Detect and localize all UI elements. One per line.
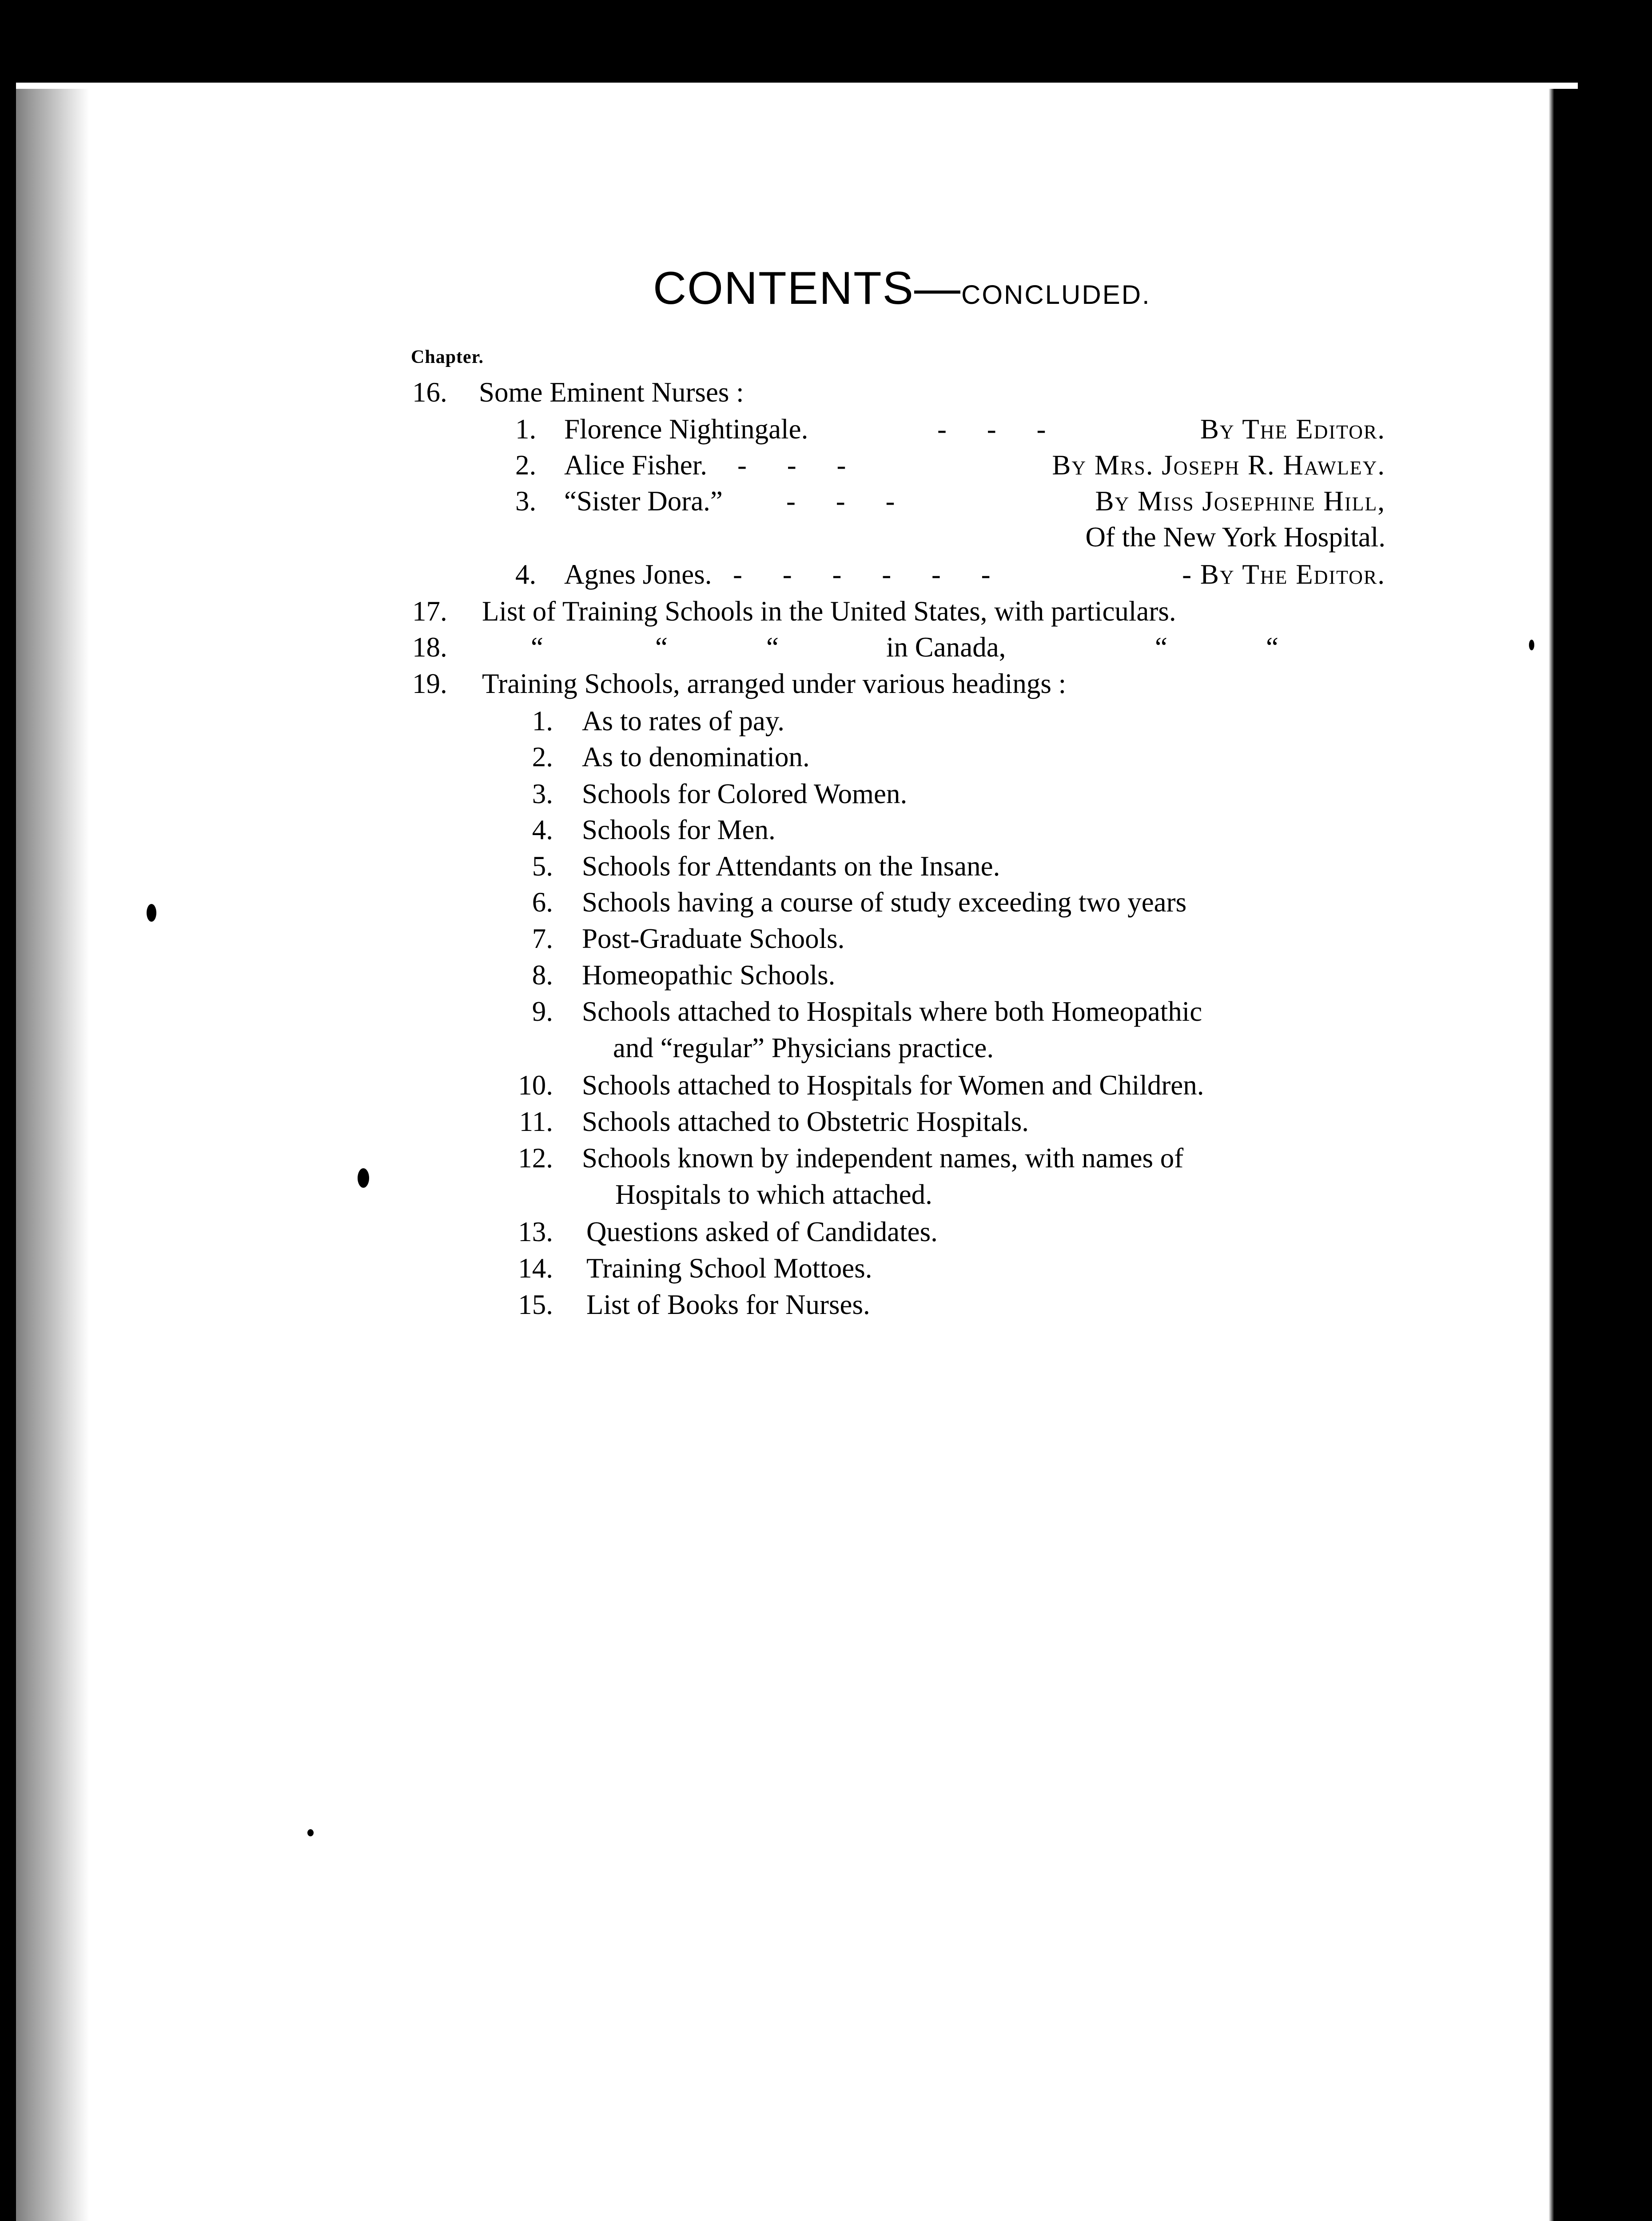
- sub-item-author: By Miss Josephine Hill,: [1095, 486, 1385, 517]
- sub-item-number: 6.: [532, 887, 553, 918]
- sub-item-number: 3.: [515, 486, 537, 517]
- sub-item-text: Schools attached to Obstetric Hospitals.: [582, 1106, 1029, 1137]
- sub-item-number: 9.: [532, 996, 553, 1027]
- dot-leader: - - -: [737, 450, 847, 481]
- ditto-mark: “: [1266, 632, 1278, 663]
- chapter-title: Training Schools, arranged under various headings :: [482, 668, 1067, 699]
- sub-item-author: - By The Editor.: [1182, 559, 1385, 590]
- sub-item-text: Schools for Attendants on the Insane.: [582, 851, 1000, 882]
- chapter-number: 16.: [412, 377, 447, 408]
- sub-item-title: Alice Fisher.: [564, 450, 707, 481]
- sub-item-text: As to rates of pay.: [582, 705, 785, 736]
- sub-item-text-continued: Hospitals to which attached.: [615, 1179, 932, 1210]
- sub-item-text: List of Books for Nurses.: [586, 1289, 870, 1320]
- sub-item-text: Schools attached to Hospitals where both Homeopathic: [582, 996, 1202, 1027]
- ditto-mark: “: [766, 632, 779, 663]
- sub-item-number: 8.: [532, 959, 553, 991]
- sub-item-number: 1.: [515, 414, 537, 445]
- sub-item-number: 10.: [518, 1070, 553, 1101]
- sub-item-number: 5.: [532, 851, 553, 882]
- sub-item-text: As to denomination.: [582, 741, 810, 772]
- heading-main: CONTENTS: [653, 263, 914, 314]
- dot-leader: - - - - - -: [733, 559, 991, 590]
- sub-item-title: “Sister Dora.”: [564, 486, 723, 517]
- sub-item-number: 1.: [532, 705, 553, 736]
- sub-item-text: Homeopathic Schools.: [582, 959, 836, 991]
- chapter-number: 17.: [412, 596, 447, 627]
- heading-suffix: CONCLUDED.: [961, 280, 1151, 310]
- dot-leader: - - -: [937, 414, 1047, 445]
- sub-item-author: By Mrs. Joseph R. Hawley.: [1052, 450, 1385, 481]
- ink-speck: [1529, 640, 1534, 650]
- sub-item-text: Schools for Colored Women.: [582, 778, 908, 809]
- page-edge-shadow-right: [1541, 89, 1578, 2221]
- sub-item-text-continued: and “regular” Physicians practice.: [613, 1032, 994, 1063]
- sub-item-text: Post-Graduate Schools.: [582, 923, 845, 954]
- page-edge-shadow-left: [16, 89, 149, 2221]
- sub-item-text: Schools known by independent names, with names of: [582, 1142, 1184, 1174]
- ditto-mark: “: [1155, 632, 1167, 663]
- sub-item-number: 3.: [532, 778, 553, 809]
- sub-item-text: Schools having a course of study exceeding two years: [582, 887, 1187, 918]
- sub-item-title: Agnes Jones.: [564, 559, 712, 590]
- sub-item-text: Schools for Men.: [582, 814, 776, 845]
- chapter-title: List of Training Schools in the United States, with particulars.: [482, 596, 1176, 627]
- sub-item-text: Questions asked of Candidates.: [586, 1216, 938, 1247]
- sub-item-author: By The Editor.: [1200, 414, 1385, 445]
- ink-speck: [307, 1829, 314, 1836]
- sub-item-number: 4.: [515, 559, 537, 590]
- ditto-mark: “: [655, 632, 668, 663]
- chapter-number: 19.: [412, 668, 447, 699]
- sub-item-number: 13.: [518, 1216, 553, 1247]
- chapter-number: 18.: [412, 632, 447, 663]
- page-heading: [653, 262, 1151, 315]
- heading-dash: —: [914, 263, 961, 314]
- chapter-title: Some Eminent Nurses :: [479, 377, 744, 408]
- ink-speck: [358, 1168, 369, 1188]
- chapter-title: in Canada,: [886, 632, 1006, 663]
- sub-item-title: Florence Nightingale.: [564, 414, 808, 445]
- sub-item-author-affiliation: Of the New York Hospital.: [1085, 521, 1385, 553]
- sub-item-number: 4.: [532, 814, 553, 845]
- dot-leader: - - -: [786, 486, 896, 517]
- ditto-mark: “: [531, 632, 543, 663]
- ink-speck: [147, 904, 156, 922]
- sub-item-number: 2.: [515, 450, 537, 481]
- sub-item-text: Schools attached to Hospitals for Women and Children.: [582, 1070, 1204, 1101]
- sub-item-number: 2.: [532, 741, 553, 772]
- sub-item-number: 11.: [519, 1106, 553, 1137]
- sub-item-number: 15.: [518, 1289, 553, 1320]
- sub-item-text: Training School Mottoes.: [586, 1253, 872, 1284]
- sub-item-number: 12.: [518, 1142, 553, 1174]
- sub-item-number: 7.: [532, 923, 553, 954]
- chapter-label: Chapter.: [411, 347, 484, 367]
- sub-item-number: 14.: [518, 1253, 553, 1284]
